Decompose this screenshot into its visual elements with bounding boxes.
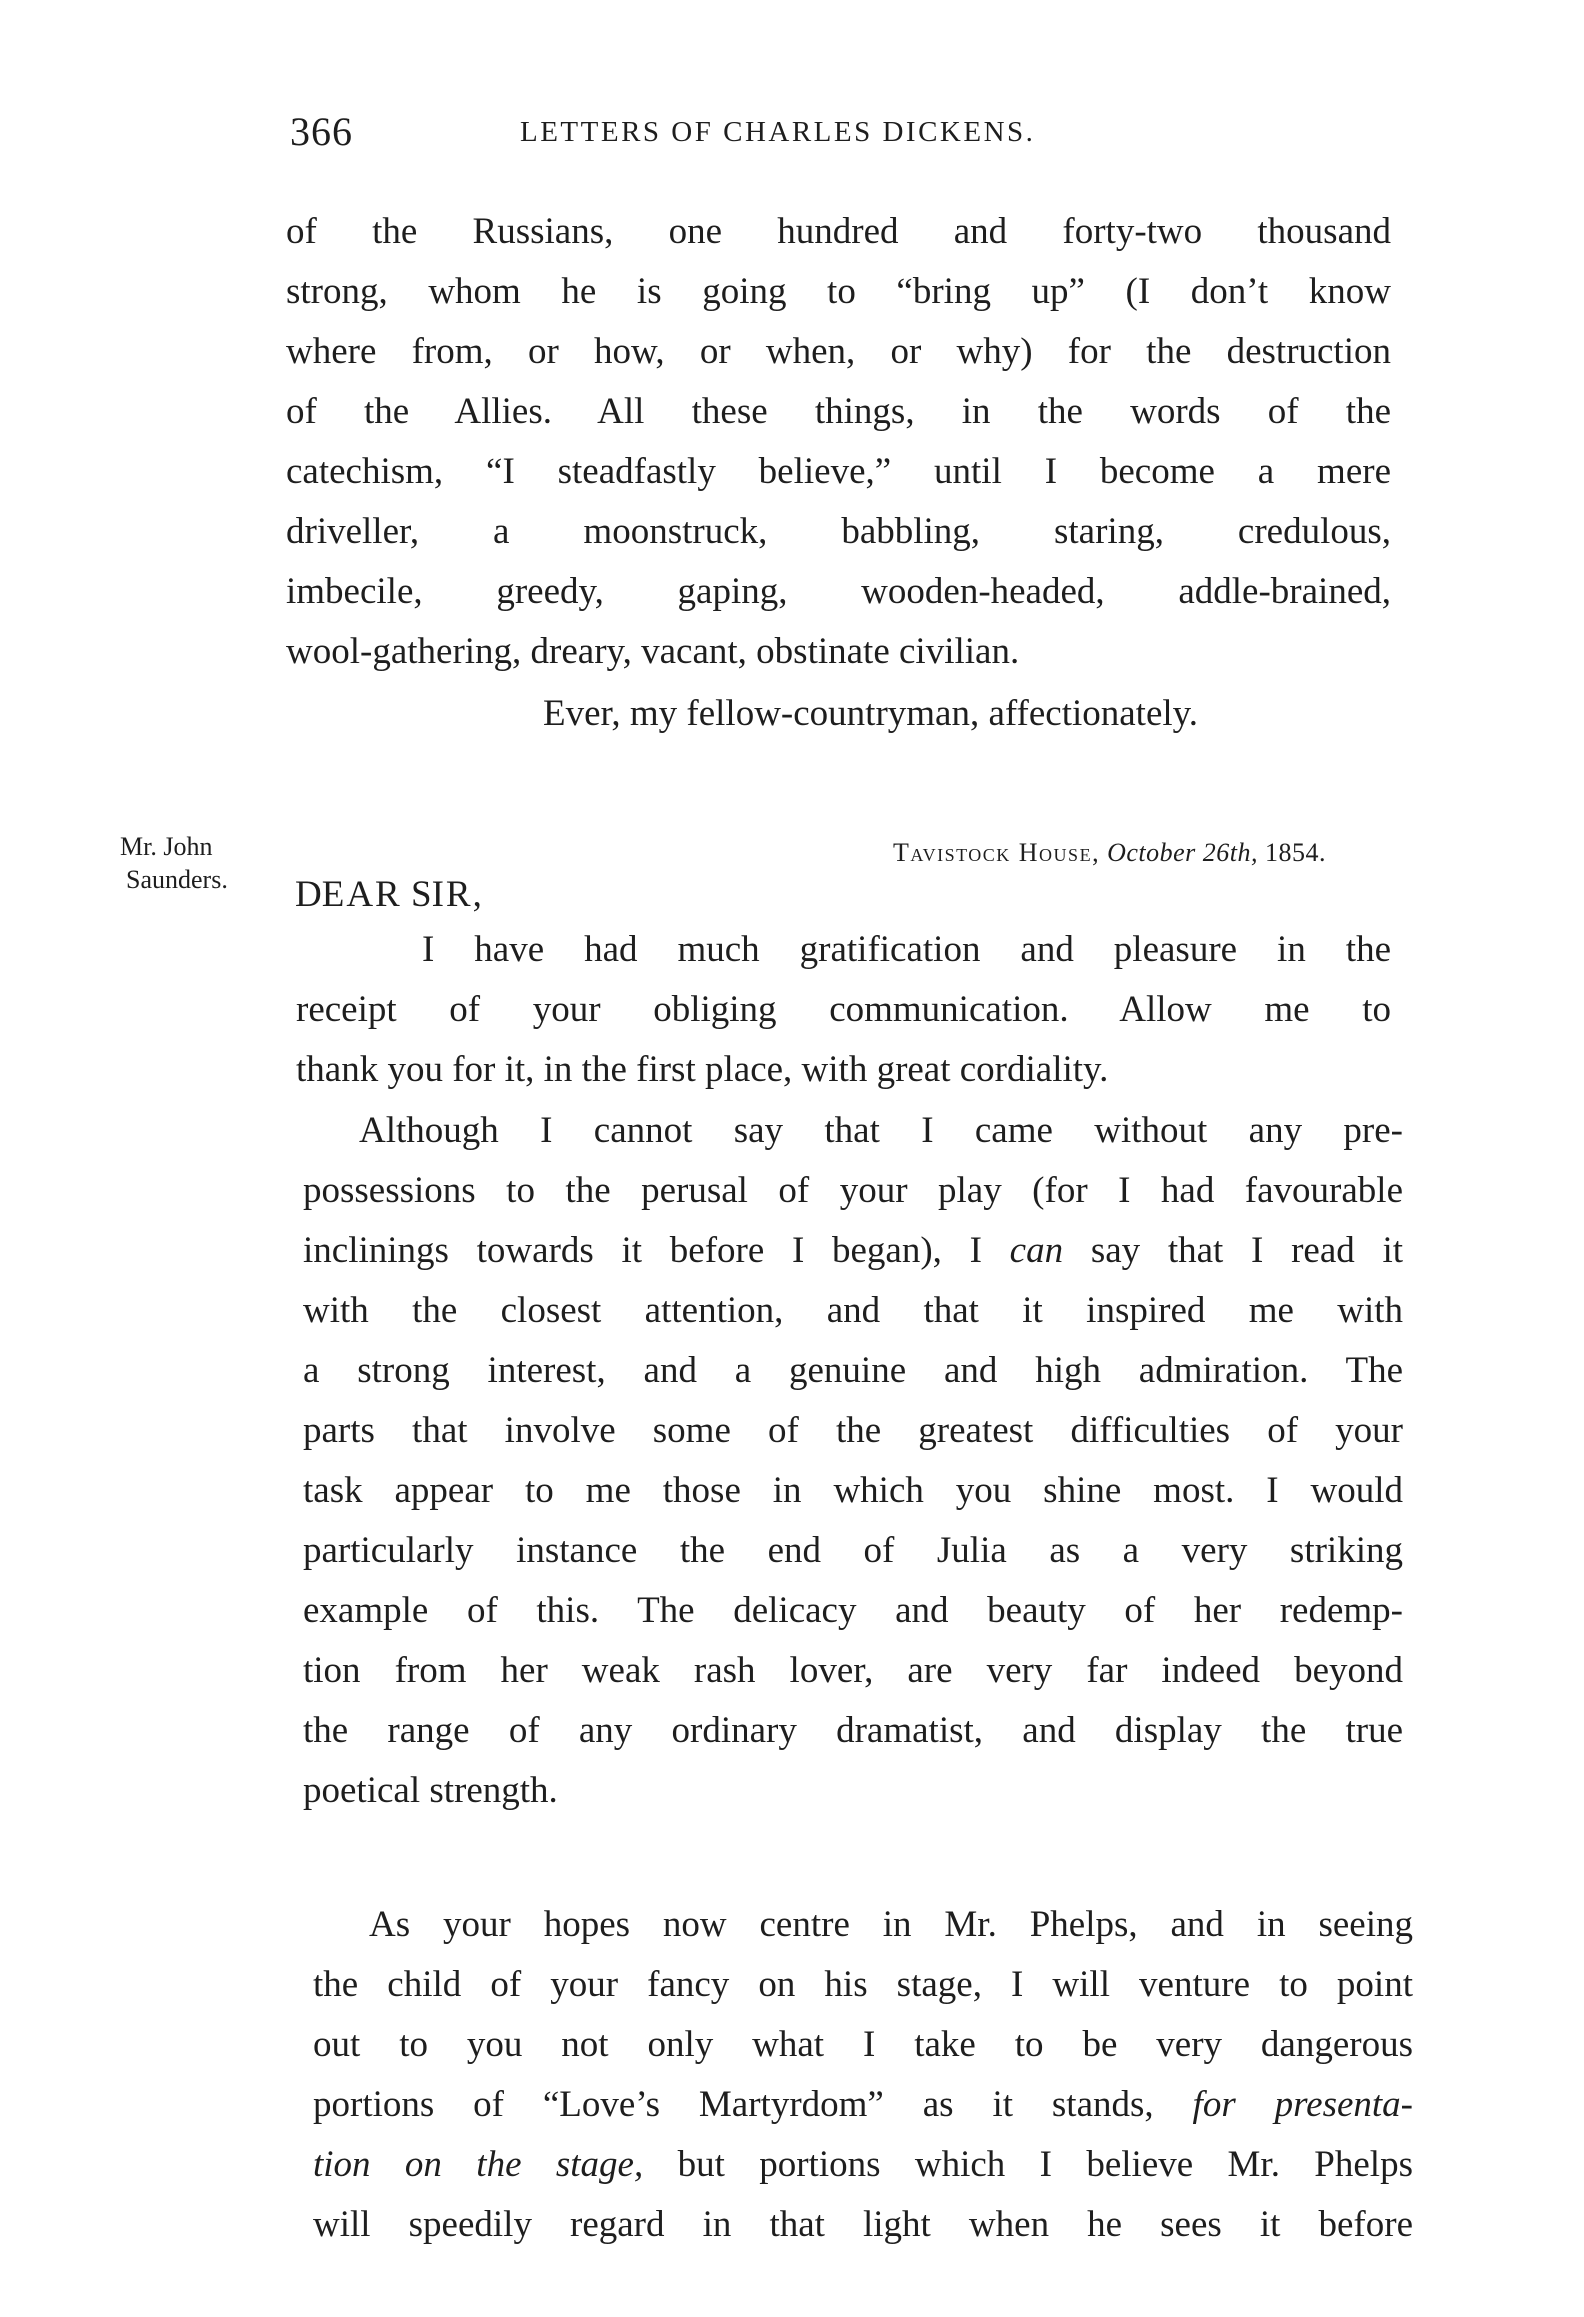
page-number: 366 [290, 109, 353, 154]
running-title: LETTERS OF CHARLES DICKENS. [520, 116, 1036, 148]
text-line: the range of any ordinary dramatist, and display the true [303, 1710, 1403, 1751]
text-line: catechism, “I steadfastly believe,” until I become a mere [286, 451, 1391, 492]
text-line: of the Russians, one hundred and forty-two thousand [286, 211, 1391, 252]
text-segment: say that I read it [1090, 1230, 1404, 1271]
text-line: tion from her weak rash lover, are very far indeed beyond [303, 1650, 1403, 1691]
text-segment: portions of “Love’s Martyrdom” as it stands, [313, 2084, 1154, 2125]
paragraph-1 [296, 920, 1391, 1100]
text-line: particularly instance the end of Julia as a very striking [303, 1530, 1403, 1571]
dateline-place: Tavistock House, [893, 838, 1101, 867]
text-line: example of this. The delicacy and beauty of her redemp- [303, 1590, 1403, 1631]
salutation [295, 865, 484, 925]
salutation-initial: S [410, 874, 432, 915]
text-line: thank you for it, in the first place, with great cordiality. [296, 1049, 1109, 1090]
text-line: of the Allies. All these things, in the words of the [286, 391, 1391, 432]
recipient-name-line: Mr. John [120, 832, 213, 861]
recipient-name-line: Saunders. [126, 865, 228, 894]
previous-letter-continuation [286, 202, 1391, 682]
text-line: strong, whom he is going to “bring up” (I don’t know [286, 271, 1391, 312]
dateline-year: 1854. [1265, 838, 1326, 867]
letter-dateline [790, 838, 1326, 868]
text-line: imbecile, greedy, gaping, wooden-headed, addle-brained, [286, 571, 1391, 612]
paragraph-3 [313, 1895, 1413, 2255]
text-segment: but portions which I believe Mr. Phelps [677, 2144, 1413, 2185]
text-line: poetical strength. [303, 1770, 558, 1811]
page-header [290, 108, 1390, 158]
salutation-initial: D [295, 874, 322, 915]
text-line: with the closest attention, and that it inspired me with [303, 1290, 1403, 1331]
salutation-word: IR, [431, 874, 484, 915]
text-line: the child of your fancy on his stage, I will venture to point [313, 1964, 1413, 2005]
emphasis: can [1009, 1230, 1064, 1271]
valediction: Ever, my fellow-countryman, affectionately. [543, 693, 1199, 734]
text-line-with-emphasis [313, 2075, 1413, 2135]
recipient-margin-note [120, 830, 270, 896]
text-line: driveller, a moonstruck, babbling, staring, credulous, [286, 511, 1391, 552]
text-line: a strong interest, and a genuine and high admiration. The [303, 1350, 1403, 1391]
text-line: will speedily regard in that light when he sees it before [313, 2204, 1413, 2245]
text-line: possessions to the perusal of your play (for I had favourable [303, 1170, 1403, 1211]
salutation-word: EAR [321, 874, 402, 915]
text-line: out to you not only what I take to be very dangerous [313, 2024, 1413, 2065]
text-line: wool-gathering, dreary, vacant, obstinate civilian. [286, 631, 1020, 672]
emphasis: for presenta- [1192, 2084, 1413, 2125]
text-line: receipt of your obliging communication. Allow me to [296, 989, 1391, 1030]
paragraph-2 [303, 1101, 1403, 1821]
emphasis: tion on the stage, [313, 2144, 644, 2185]
text-line: Although I cannot say that I came without any pre- [359, 1110, 1403, 1151]
dateline-date: October 26th, [1107, 838, 1258, 867]
text-line: parts that involve some of the greatest difficulties of your [303, 1410, 1403, 1451]
text-line: I have had much gratification and pleasure in the [422, 929, 1391, 970]
text-segment: inclinings towards it before I began), I [303, 1230, 982, 1271]
text-line-with-emphasis [303, 1221, 1403, 1281]
text-line: task appear to me those in which you shine most. I would [303, 1470, 1403, 1511]
text-line: where from, or how, or when, or why) for the destruction [286, 331, 1391, 372]
text-line: As your hopes now centre in Mr. Phelps, and in seeing [369, 1904, 1413, 1945]
text-line-with-emphasis [313, 2135, 1413, 2195]
